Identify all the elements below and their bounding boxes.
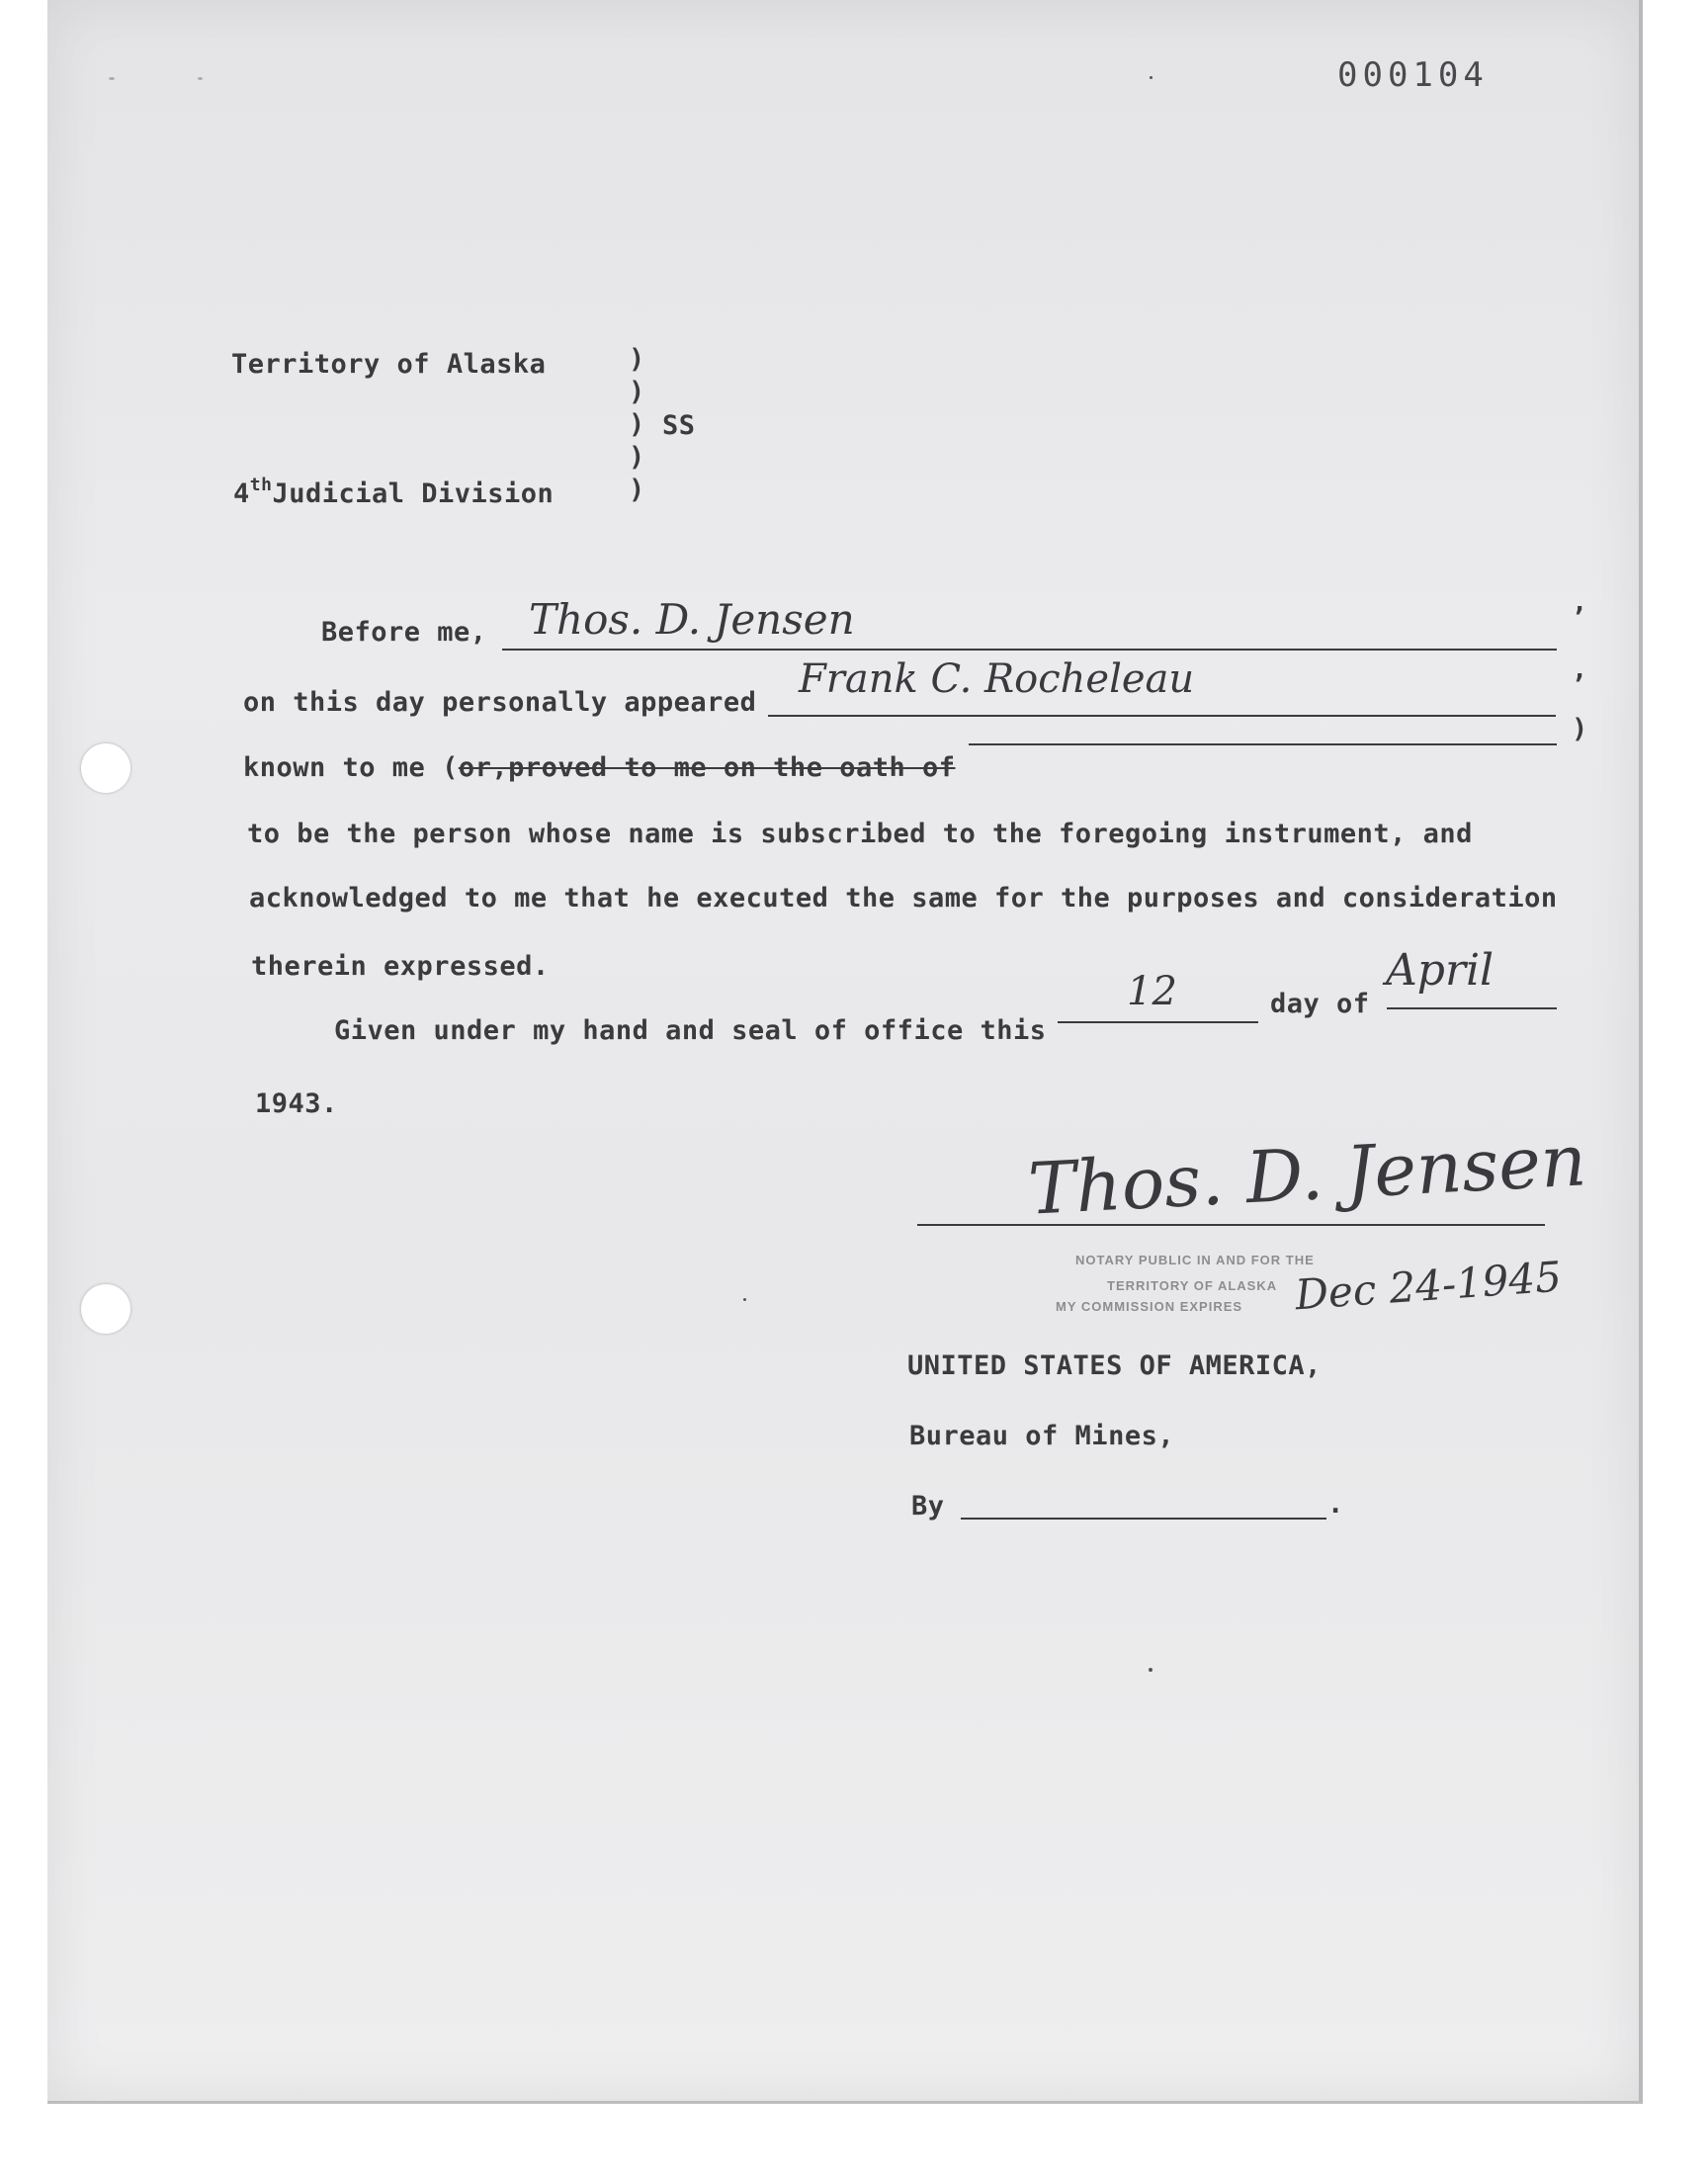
document-number: 000104 — [1337, 55, 1489, 95]
month-handwritten: April — [1386, 945, 1494, 996]
scan-speck — [1149, 1668, 1153, 1672]
known-label: known to me (or,proved to me on the oath of — [243, 752, 956, 783]
day-of-label: day of — [1270, 989, 1370, 1019]
notary-name-line — [502, 649, 1557, 651]
year-label: 1943. — [255, 1088, 338, 1119]
division-label: 4thJudicial Division — [233, 475, 555, 509]
venue-bracket: ) — [629, 442, 645, 473]
signature-line — [917, 1224, 1545, 1226]
ss-label: SS — [662, 410, 696, 441]
punch-hole-bottom — [81, 1284, 130, 1334]
notary-stamp-line: MY COMMISSION EXPIRES — [1056, 1299, 1243, 1314]
venue-bracket: ) — [629, 475, 645, 505]
venue-bracket: ) — [629, 344, 645, 375]
venue-bracket: ) — [629, 409, 645, 440]
month-line — [1387, 1007, 1557, 1009]
day-handwritten: 12 — [1127, 969, 1177, 1014]
period: . — [1327, 1489, 1344, 1520]
appeared-name-line — [768, 715, 1556, 717]
notary-stamp-line: TERRITORY OF ALASKA — [1107, 1278, 1278, 1293]
notary-name-handwritten: Thos. D. Jensen — [529, 595, 855, 644]
paragraph-line: to be the person whose name is subscribed to the foregoing instrument, and — [247, 819, 1473, 849]
notary-signature: Thos. D. Jensen — [1026, 1118, 1588, 1231]
paragraph-line: acknowledged to me that he executed the same for the purposes and consideration — [249, 883, 1558, 914]
scan-speck — [1150, 76, 1153, 79]
venue-bracket: ) — [629, 377, 645, 407]
paper-sheet — [47, 0, 1643, 2104]
scan-speck — [109, 77, 115, 80]
by-signature-line — [961, 1518, 1326, 1520]
appeared-name-handwritten: Frank C. Rocheleau — [799, 656, 1195, 702]
comma: , — [1572, 587, 1588, 618]
punch-hole-top — [81, 743, 130, 793]
paragraph-line: therein expressed. — [251, 951, 550, 982]
struck-text: or,proved to me on the oath of — [458, 752, 956, 783]
grantee-line: UNITED STATES OF AMERICA, — [907, 1350, 1322, 1381]
appeared-label: on this day personally appeared — [243, 687, 757, 718]
before-me-label: Before me, — [321, 617, 487, 648]
notary-stamp-line: NOTARY PUBLIC IN AND FOR THE — [1075, 1253, 1315, 1267]
scan-speck — [743, 1298, 746, 1301]
day-line — [1058, 1021, 1258, 1023]
given-label: Given under my hand and seal of office this — [334, 1015, 1047, 1046]
grantee-line: Bureau of Mines, — [909, 1421, 1175, 1451]
by-label: By — [911, 1491, 945, 1522]
scan-speck — [198, 77, 203, 80]
oath-of-line — [969, 743, 1557, 745]
territory-label: Territory of Alaska — [231, 349, 547, 380]
comma: , — [1572, 654, 1588, 685]
closing-paren: ) — [1572, 714, 1588, 744]
commission-expiration-handwritten: Dec 24-1945 — [1293, 1252, 1564, 1320]
